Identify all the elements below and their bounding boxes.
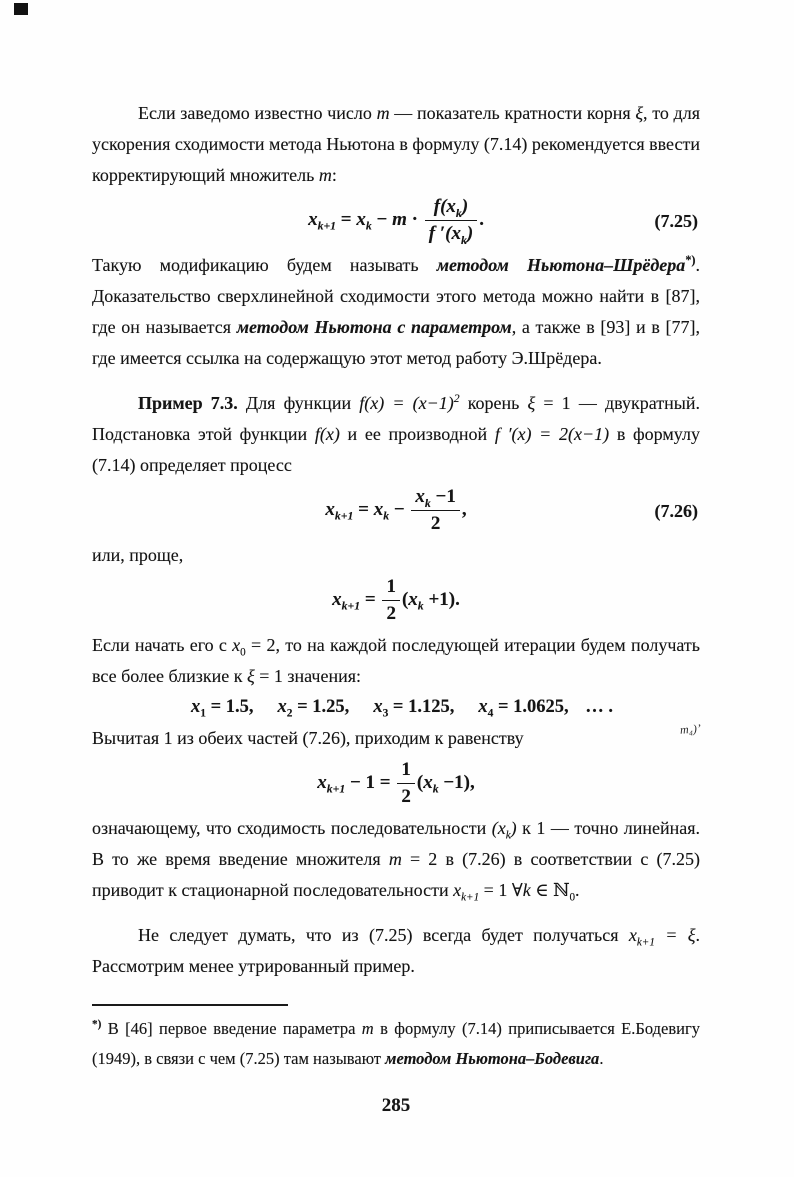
math-var-m: m <box>376 103 390 123</box>
math-op: −1), <box>438 771 475 793</box>
math-var: ) <box>461 196 469 217</box>
example-label: Пример 7.3. <box>138 393 238 413</box>
fraction-denominator <box>425 220 477 245</box>
ellipsis: … . <box>580 697 613 717</box>
math-op: = <box>353 498 374 520</box>
math-var: x <box>232 635 241 655</box>
math-expr: f(x) <box>314 424 340 444</box>
text-run: , то на каждой последующей итерации будем получать все более близкие к <box>92 635 700 686</box>
math-op: − 1 = <box>345 771 396 793</box>
math-var: x <box>408 588 418 610</box>
subscript: k+1 <box>461 891 480 904</box>
subscript: k <box>505 829 511 842</box>
paragraph-schroeder-method <box>92 250 700 374</box>
math-var-m: m <box>361 1019 374 1038</box>
value-x3 <box>373 697 455 720</box>
subscript: k <box>455 206 462 220</box>
math-op: − <box>389 498 410 520</box>
math-var: x <box>478 697 488 717</box>
text-run: Если начать его с <box>92 635 233 655</box>
text-run: = 2 <box>245 635 276 655</box>
subscript: k <box>365 219 372 233</box>
math-op: ( <box>401 588 409 610</box>
value-x1 <box>191 697 254 720</box>
math-var: x <box>423 771 433 793</box>
math-var: x <box>191 697 201 717</box>
math-var: x <box>308 208 318 230</box>
text-run: — двукратный. Подстановка этой функции <box>92 393 700 444</box>
math-var: f ′(x <box>428 223 461 244</box>
fraction-denominator: 2 <box>397 783 415 808</box>
text-run: в формулу (7.14) приписывается Е.Бодевигу (1949), в связи с чем (7.25) там называют <box>92 1019 700 1068</box>
math-var: x <box>453 880 462 900</box>
paragraph-simpler <box>92 540 700 571</box>
equation-number-7-25: (7.25) <box>654 210 698 231</box>
footnote-marker: *) <box>685 253 696 267</box>
value: = 1.125, <box>388 697 455 717</box>
math-var: ) <box>466 223 474 244</box>
subscript: k <box>460 233 467 247</box>
text-run: Вычитая 1 из обеих частей (7.26), приходим к равенству <box>92 728 524 748</box>
footnote-rule <box>92 1004 288 1006</box>
math-op: ( <box>416 771 424 793</box>
paragraph-linear-convergence <box>92 813 700 906</box>
fraction-denominator: 2 <box>411 510 459 535</box>
paragraph-multiplicity-intro <box>92 98 700 191</box>
fraction <box>425 196 477 245</box>
fraction <box>382 576 400 625</box>
text-run: или, проще, <box>92 545 184 565</box>
value-x2 <box>277 697 350 720</box>
subscript: k+1 <box>317 219 337 233</box>
math-var-k: k <box>522 880 531 900</box>
subscript: 1 <box>200 707 206 720</box>
math-var: x <box>317 771 327 793</box>
math-op: · <box>406 208 423 230</box>
term-newton-bodewig: методом Ньютона–Бодевига <box>385 1049 600 1068</box>
text-run: ∈ ℕ <box>530 880 570 900</box>
iteration-values-line <box>92 692 700 723</box>
math-var: x <box>415 486 425 507</box>
equation-number-7-26: (7.26) <box>654 500 698 521</box>
math-var: x <box>373 498 384 520</box>
text-run: Такую модификацию будем называть <box>92 255 437 275</box>
math-var: x <box>356 208 366 230</box>
subscript: 0 <box>240 646 246 659</box>
text-run: в формулу (7.14) определяет процесс <box>92 424 700 475</box>
footnote-marker: *) <box>92 1018 102 1031</box>
text-run: : <box>331 165 337 185</box>
math-var-m: m <box>388 849 402 869</box>
text-run: = 1 <box>535 393 571 413</box>
text-run: . <box>599 1049 604 1068</box>
paragraph-start-value <box>92 630 700 692</box>
text-run: Для функции <box>237 393 360 413</box>
page-number: 285 <box>381 1095 411 1116</box>
paragraph-closing-remark <box>92 920 700 982</box>
math-var: x <box>277 697 287 717</box>
subscript: 0 <box>569 891 576 904</box>
math-var-xi: ξ <box>247 666 255 686</box>
fraction-numerator: 1 <box>386 576 396 597</box>
subscript: k <box>383 509 390 523</box>
text-run: Не следует думать, что из (7.25) всегда будет получаться <box>138 925 629 945</box>
text-run: в (7.26) в соответствии с (7.25) приводит к стационарной последовательности <box>92 849 701 900</box>
subscript: k <box>424 496 431 510</box>
text-run: , то для ускорения сходимости метода Ньютона в формулу (7.14) рекомендуется ввести корректирующий множитель <box>92 103 700 185</box>
math-var-m: m <box>392 208 407 230</box>
paragraph-subtract-one <box>92 723 700 754</box>
subscript: k+1 <box>341 599 361 613</box>
fraction <box>411 486 459 535</box>
text-run: . Рассмотрим менее утрированный пример. <box>92 925 700 976</box>
scan-artifact-corner <box>14 3 28 15</box>
text-run: , а также в [93] и в [77], где имеется ссылка на содержащую этот метод работу Э.Шрёдера. <box>92 317 701 368</box>
math-expr: ) <box>510 818 517 838</box>
math-expr: (x <box>491 818 506 838</box>
fraction-numerator <box>411 486 459 510</box>
fraction-denominator: 2 <box>382 600 400 625</box>
text-run: . Доказательство сверхлинейной сходимости этого метода можно найти в [87], где он называется <box>92 255 701 337</box>
math-var: x <box>325 498 335 520</box>
text-run: означающему, что сходимость последовательности <box>92 818 492 838</box>
value-x4 <box>478 697 569 720</box>
value: = 1.5, <box>205 697 254 717</box>
term-newton-parameter: методом Ньютона с параметром <box>236 317 512 337</box>
math-expr: = ξ <box>654 925 696 945</box>
text-run: = 2 <box>401 849 438 869</box>
term-newton-schroeder: методом Ньютона–Шрёдера <box>436 255 686 275</box>
subscript: k+1 <box>334 509 354 523</box>
fraction-numerator <box>425 196 477 220</box>
math-op: − <box>371 208 393 230</box>
text-run: = 1 ∀ <box>479 880 523 900</box>
math-expr: f(x) = (x−1) <box>359 393 454 413</box>
text-run: значения: <box>282 666 362 686</box>
text-run: В [46] первое введение параметра <box>101 1019 362 1038</box>
text-run: . <box>575 880 580 900</box>
subscript: k <box>432 782 439 796</box>
equation-7-25 <box>92 196 700 245</box>
math-var: x <box>332 588 342 610</box>
math-op: = <box>360 588 381 610</box>
subscript: k <box>417 599 424 613</box>
math-op: = <box>336 208 357 230</box>
subscript: k+1 <box>326 782 346 796</box>
math-op: +1). <box>423 588 460 610</box>
equation-half-minus <box>92 759 700 808</box>
text-run: — показатель кратности корня <box>389 103 636 123</box>
superscript: 2 <box>453 392 460 405</box>
value: = 1.0625, <box>493 697 569 717</box>
fraction-numerator: 1 <box>401 759 411 780</box>
fraction <box>397 759 415 808</box>
handwritten-margin-note: т₄)’ <box>679 721 702 737</box>
text-run: и ее производной <box>339 424 495 444</box>
text-run: Если заведомо известно число <box>138 103 377 123</box>
math-expr: f ′(x) = 2(x−1) <box>494 424 610 444</box>
equation-half-plus <box>92 576 700 625</box>
subscript: 3 <box>382 707 389 720</box>
value: = 1.25, <box>292 697 350 717</box>
subscript: k+1 <box>636 936 655 949</box>
text-run: корень <box>459 393 528 413</box>
math-var-xi: ξ <box>527 393 536 413</box>
footnote-text <box>92 1014 700 1074</box>
equation-7-26 <box>92 486 700 535</box>
math-var: x <box>628 925 637 945</box>
math-op: , <box>461 498 467 520</box>
text-run: к 1 — точно линейная. В то же время введение множителя <box>92 818 700 869</box>
subscript: 2 <box>286 707 293 720</box>
subscript: 4 <box>487 707 494 720</box>
math-var-m: m <box>318 165 332 185</box>
text-run: = 1 <box>254 666 283 686</box>
math-var: x <box>373 697 383 717</box>
math-op: −1 <box>430 486 456 507</box>
math-op: . <box>479 208 484 230</box>
paragraph-example-7-3 <box>92 388 700 481</box>
math-var-xi: ξ <box>635 103 644 123</box>
math-var: f(x <box>433 196 456 217</box>
